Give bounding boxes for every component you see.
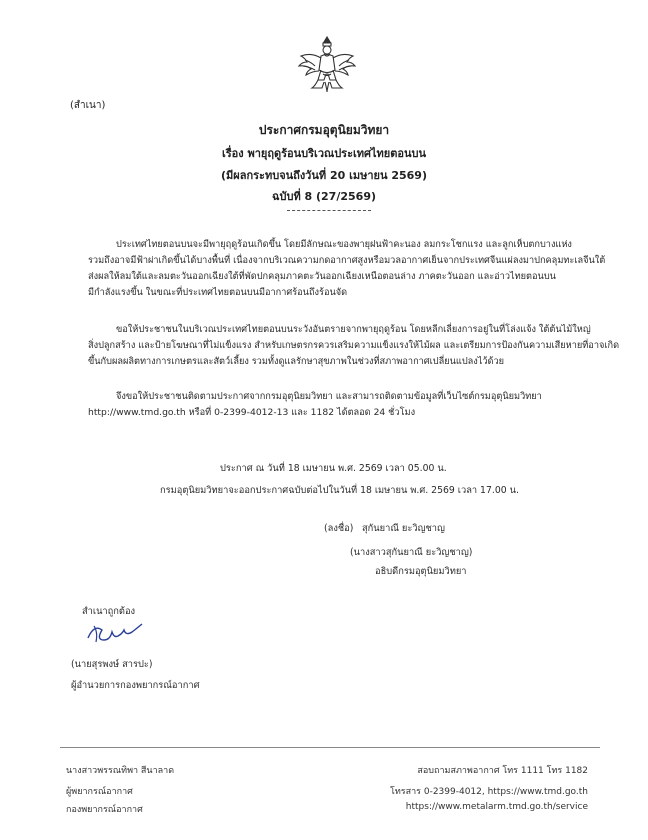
paragraph-line: สิ่งปลูกสร้าง และป้ายโฆษณาที่ไม่แข็งแรง สำหรับเกษตรกรควรเสริมความแข็งแรงให้ไม้ผล และเตรียมการป้องกันความเสียหายที่อาจเกิด [88, 340, 620, 351]
handwritten-signature-icon [84, 620, 148, 646]
issue-number: ฉบับที่ 8 (27/2569) [271, 190, 377, 203]
footer-author-name: นางสาวพรรณทิพา สีนาลาด [66, 766, 175, 776]
paragraph-line: ส่งผลให้ลมใต้และลมตะวันออกเฉียงใต้ที่พัดปกคลุมภาคตะวันออกเฉียงเหนือตอนล่าง ภาคตะวันออก และอ่าวไทยตอนบน [88, 271, 556, 282]
paragraph-line: มีกำลังแรงขึ้น ในขณะที่ประเทศไทยตอนบนมีอากาศร้อนถึงร้อนจัด [88, 287, 348, 298]
signer-position: อธิบดีกรมอุตุนิยมวิทยา [375, 566, 467, 577]
paragraph-line: ขึ้นกับผลผลิตทางการเกษตรและสัตว์เลี้ยง รวมทั้งดูแลรักษาสุขภาพในช่วงที่สภาพอากาศเปลี่ยนแปลงไว้ด้วย [88, 356, 505, 367]
next-announcement: กรมอุตุนิยมวิทยาจะออกประกาศฉบับต่อไปในวันที่ 18 เมษายน พ.ศ. 2569 เวลา 17.00 น. [160, 485, 519, 496]
certified-copy-label: สำเนาถูกต้อง [82, 606, 136, 617]
paragraph-line: http://www.tmd.go.th หรือที่ 0-2399-4012-13 และ 1182 ได้ตลอด 24 ชั่วโมง [88, 407, 416, 418]
signer-full-name: (นางสาวสุกันยาณี ยะวิญชาญ) [350, 547, 473, 558]
effective-period: (มีผลกระทบจนถึงวันที่ 20 เมษายน 2569) [221, 169, 427, 182]
certifier-position: ผู้อำนวยการกองพยากรณ์อากาศ [71, 680, 200, 691]
signature-label: (ลงชื่อ) [324, 523, 354, 534]
paragraph-line: ขอให้ประชาชนในบริเวณประเทศไทยตอนบนระวังอันตรายจากพายุฤดูร้อน โดยหลีกเลี่ยงการอยู่ในที่โล่งแจ้ง ใต้ต้นไม้ใหญ่ [116, 324, 591, 335]
certifier-name: (นายสุรพงษ์ สารปะ) [71, 659, 153, 670]
garuda-emblem-icon [297, 34, 357, 96]
signer-name: สุกันยาณี ยะวิญชาญ [362, 523, 445, 534]
paragraph-advice [88, 322, 619, 370]
footer-hotline: สอบถามสภาพอากาศ โทร 1111 โทร 1182 [417, 766, 588, 776]
footer-divider [60, 747, 600, 748]
paragraph-forecast [88, 237, 605, 301]
paragraph-contact [88, 389, 542, 421]
copy-label: (สำเนา) [70, 100, 106, 111]
footer-department: กองพยากรณ์อากาศ [66, 805, 143, 815]
paragraph-line: รวมถึงอาจมีฟ้าผ่าเกิดขึ้นได้บางพื้นที่ เนื่องจากบริเวณความกดอากาศสูงหรือมวลอากาศเย็นจากประเทศจีนแผ่ลงมาปกคลุมทะเลจีนใต้ [88, 255, 606, 266]
paragraph-line: ประเทศไทยตอนบนจะมีพายุฤดูร้อนเกิดขึ้น โดยมีลักษณะของพายุฝนฟ้าคะนอง ลมกระโชกแรง และลูกเห็บตกบางแห่ง [116, 239, 572, 250]
announce-date: ประกาศ ณ วันที่ 18 เมษายน พ.ศ. 2569 เวลา 05.00 น. [220, 463, 447, 474]
footer-author-role: ผู้พยากรณ์อากาศ [66, 787, 133, 797]
document-title: ประกาศกรมอุตุนิยมวิทยา [258, 123, 390, 137]
document-subject: เรื่อง พายุฤดูร้อนบริเวณประเทศไทยตอนบน [221, 147, 426, 160]
paragraph-line: จึงขอให้ประชาชนติดตามประกาศจากกรมอุตุนิยมวิทยา และสามารถติดตามข้อมูลที่เว็บไซต์กรมอุตุนิยมวิทยา [116, 391, 542, 402]
header-separator [287, 210, 371, 211]
footer-fax-website: โทรสาร 0-2399-4012, https://www.tmd.go.th [390, 787, 588, 797]
footer-service-link[interactable]: https://www.metalarm.tmd.go.th/service [405, 802, 588, 812]
